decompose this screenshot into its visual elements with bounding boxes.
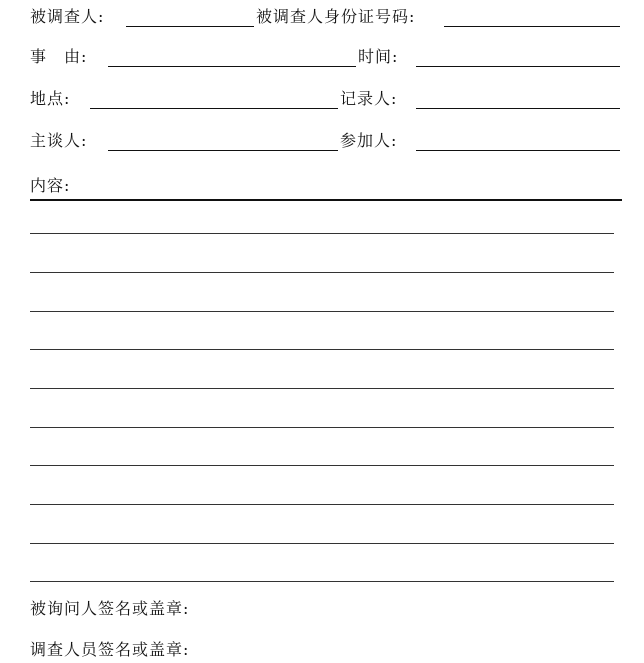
time-label: 时间:	[358, 47, 399, 66]
id-number-field[interactable]	[444, 26, 620, 27]
interviewee-field[interactable]	[126, 26, 254, 27]
participants-label: 参加人:	[340, 131, 398, 150]
content-top-rule	[30, 199, 622, 201]
investigator-signature-label: 调查人员签名或盖章:	[30, 640, 190, 659]
writing-line[interactable]	[30, 427, 614, 428]
writing-line[interactable]	[30, 233, 614, 234]
location-label: 地点:	[30, 89, 71, 108]
row-matter	[30, 44, 622, 70]
recorder-field[interactable]	[416, 108, 620, 109]
writing-line[interactable]	[30, 543, 614, 544]
writing-line[interactable]	[30, 504, 614, 505]
interviewee-signature-label: 被询问人签名或盖章:	[30, 599, 190, 618]
interviewer-label: 主谈人:	[30, 131, 88, 150]
participants-field[interactable]	[416, 150, 620, 151]
writing-line[interactable]	[30, 388, 614, 389]
id-number-label: 被调查人身份证号码:	[256, 7, 416, 26]
location-field[interactable]	[90, 108, 338, 109]
interviewee-label: 被调查人:	[30, 7, 105, 26]
writing-line[interactable]	[30, 465, 614, 466]
writing-line[interactable]	[30, 272, 614, 273]
row-interviewee	[30, 4, 622, 30]
time-field[interactable]	[416, 66, 620, 67]
content-label: 内容:	[30, 176, 71, 195]
writing-line[interactable]	[30, 581, 614, 582]
matter-label: 事 由:	[30, 47, 88, 66]
row-location	[30, 86, 622, 112]
recorder-label: 记录人:	[340, 89, 398, 108]
writing-line[interactable]	[30, 349, 614, 350]
matter-field[interactable]	[108, 66, 356, 67]
writing-line[interactable]	[30, 311, 614, 312]
interviewer-field[interactable]	[108, 150, 338, 151]
row-interviewer	[30, 128, 622, 154]
